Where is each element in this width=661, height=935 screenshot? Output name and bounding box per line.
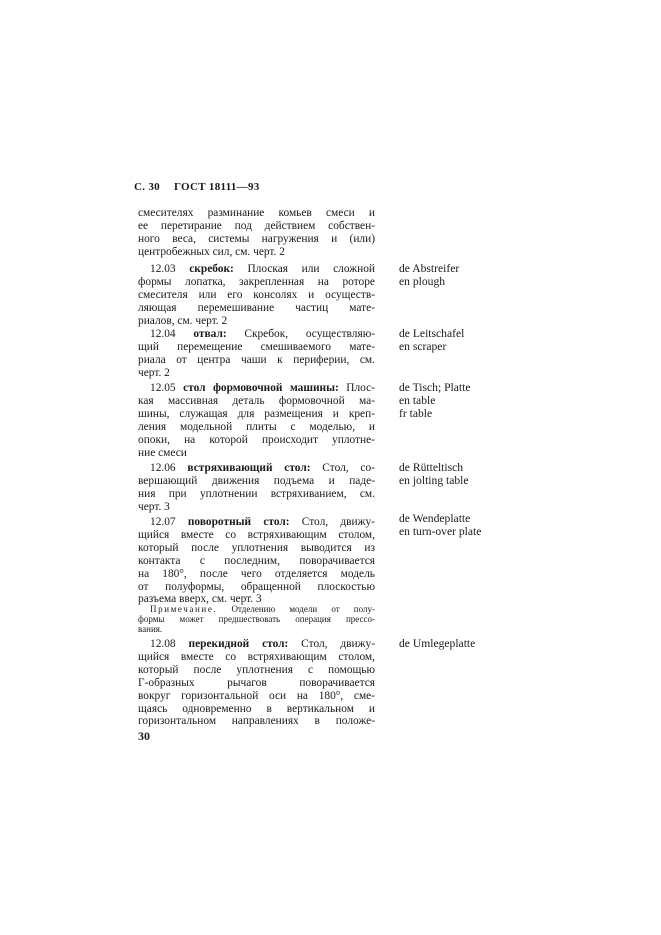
entry-text: Плоская или сложной [247, 263, 375, 275]
entry-12-03-definition [138, 263, 375, 328]
text-line: центробежных сил, см. черт. 2 [138, 245, 285, 258]
entry-text: Стол, со- [322, 462, 375, 474]
translation: en scraper [399, 339, 447, 353]
entry-number: 12.05 [150, 382, 176, 394]
entry-12-03-translations [399, 263, 639, 289]
translation: de Rütteltisch [399, 461, 464, 474]
note-text: Отделению модели от полу- [231, 604, 375, 614]
translation: en plough [399, 274, 446, 288]
entry-text: Скребок, осуществляю- [244, 328, 375, 340]
text-line: который после уплотнения с помощью [138, 663, 375, 676]
entry-12-04-definition [138, 328, 375, 380]
entry-number: 12.07 [150, 516, 176, 528]
text-line: ния при уплотнении встряхиванием, см. [138, 487, 375, 500]
entry-12-05-translations [399, 382, 639, 421]
page-label: С. 30 [134, 181, 160, 193]
entry-12-08-definition [138, 638, 375, 728]
text-line: Г-образных рычагов поворачивается [138, 676, 375, 689]
text-line: ее перетирание под действием собствен- [138, 219, 375, 232]
text-line: щий перемещение смешиваемого мате- [138, 340, 375, 353]
entry-12-08-translations [399, 638, 639, 651]
text-line: контакта с последним, поворачивается [138, 554, 375, 567]
entry-12-07-translations [399, 513, 639, 539]
page-header [134, 181, 260, 193]
text-line: риалов, см. черт. 2 [138, 314, 228, 327]
text-line: щаясь одновременно в вертикальном и [138, 702, 375, 715]
translation: en turn-over plate [399, 524, 482, 538]
translation: en jolting table [399, 473, 469, 487]
entry-number: 12.04 [150, 328, 176, 340]
entry-term: скребок: [189, 263, 234, 275]
entry-term: встряхивающий стол: [187, 462, 311, 474]
text-line: на 180°, после чего отделяется модель [138, 567, 375, 580]
text-line: шины, служащая для размещения и креп- [138, 407, 375, 420]
text-line: горизонтальном направлениях в положе- [138, 715, 375, 728]
entry-12-07-definition [138, 516, 375, 606]
text-line: разъема вверх, см. черт. 3 [138, 593, 262, 606]
translation: en table [399, 393, 436, 407]
entry-number: 12.03 [150, 263, 176, 275]
text-line: ние смеси [138, 446, 187, 459]
intro-paragraph [138, 207, 375, 259]
entry-12-06-definition [138, 462, 375, 514]
entry-term: поворотный стол: [187, 516, 290, 528]
text-line: формы может предшествовать операция прессо- [138, 614, 375, 625]
text-line: опоки, на которой происходит уплотне- [138, 433, 375, 446]
entry-term: отвал: [193, 328, 227, 340]
translation: de Abstreifer [399, 262, 460, 275]
text-line: смесителях разминание комьев смеси и [138, 207, 375, 219]
entry-number: 12.08 [150, 638, 176, 650]
entry-12-06-translations [399, 462, 639, 488]
entry-text: Плос- [346, 382, 375, 394]
entry-term: стол формовочной машины: [183, 382, 339, 394]
text-line: смесителя или его консолях и осуществ- [138, 288, 375, 301]
text-line: черт. 3 [138, 500, 170, 513]
text-line: ного веса, системы нагружения и (или) [138, 232, 375, 245]
text-line: ления модельной плиты с моделью, и [138, 420, 375, 433]
entry-text: Стол, движу- [301, 638, 376, 650]
text-line: вокруг горизонтальной оси на 180°, сме- [138, 689, 375, 702]
entry-text: Стол, движу- [301, 516, 375, 528]
entry-number: 12.06 [150, 462, 176, 474]
translation: de Tisch; Platte [399, 381, 471, 394]
text-line: ляющая перемешивание частиц мате- [138, 301, 375, 314]
translation: fr table [399, 406, 433, 420]
translation: de Leitschafel [399, 327, 465, 340]
text-line: щийся вместе со встряхивающим столом, [138, 528, 375, 541]
standard-label: ГОСТ 18111—93 [173, 181, 260, 193]
text-line: вания. [138, 624, 163, 635]
translation: de Umlegeplatte [399, 637, 476, 650]
note [138, 604, 375, 635]
entry-12-04-translations [399, 328, 639, 354]
page-number: 30 [138, 729, 150, 743]
text-line: кая массивная деталь формовочной ма- [138, 394, 375, 407]
text-line: формы лопатка, закрепленная на роторе [138, 275, 375, 288]
text-line: щийся вместе со встряхивающим столом, [138, 650, 375, 663]
translation: de Wendeplatte [399, 512, 471, 525]
note-label: Примечание. [150, 604, 218, 614]
text-line: вершающий движения подъема и паде- [138, 474, 375, 487]
text-line: от полуформы, обращенной плоскостью [138, 580, 375, 593]
text-line: который после уплотнения выводится из [138, 541, 375, 554]
text-line: риала от центра чаши к периферии, см. [138, 353, 375, 366]
text-line: черт. 2 [138, 366, 170, 379]
entry-term: перекидной стол: [188, 638, 289, 650]
entry-12-05-definition [138, 382, 375, 459]
